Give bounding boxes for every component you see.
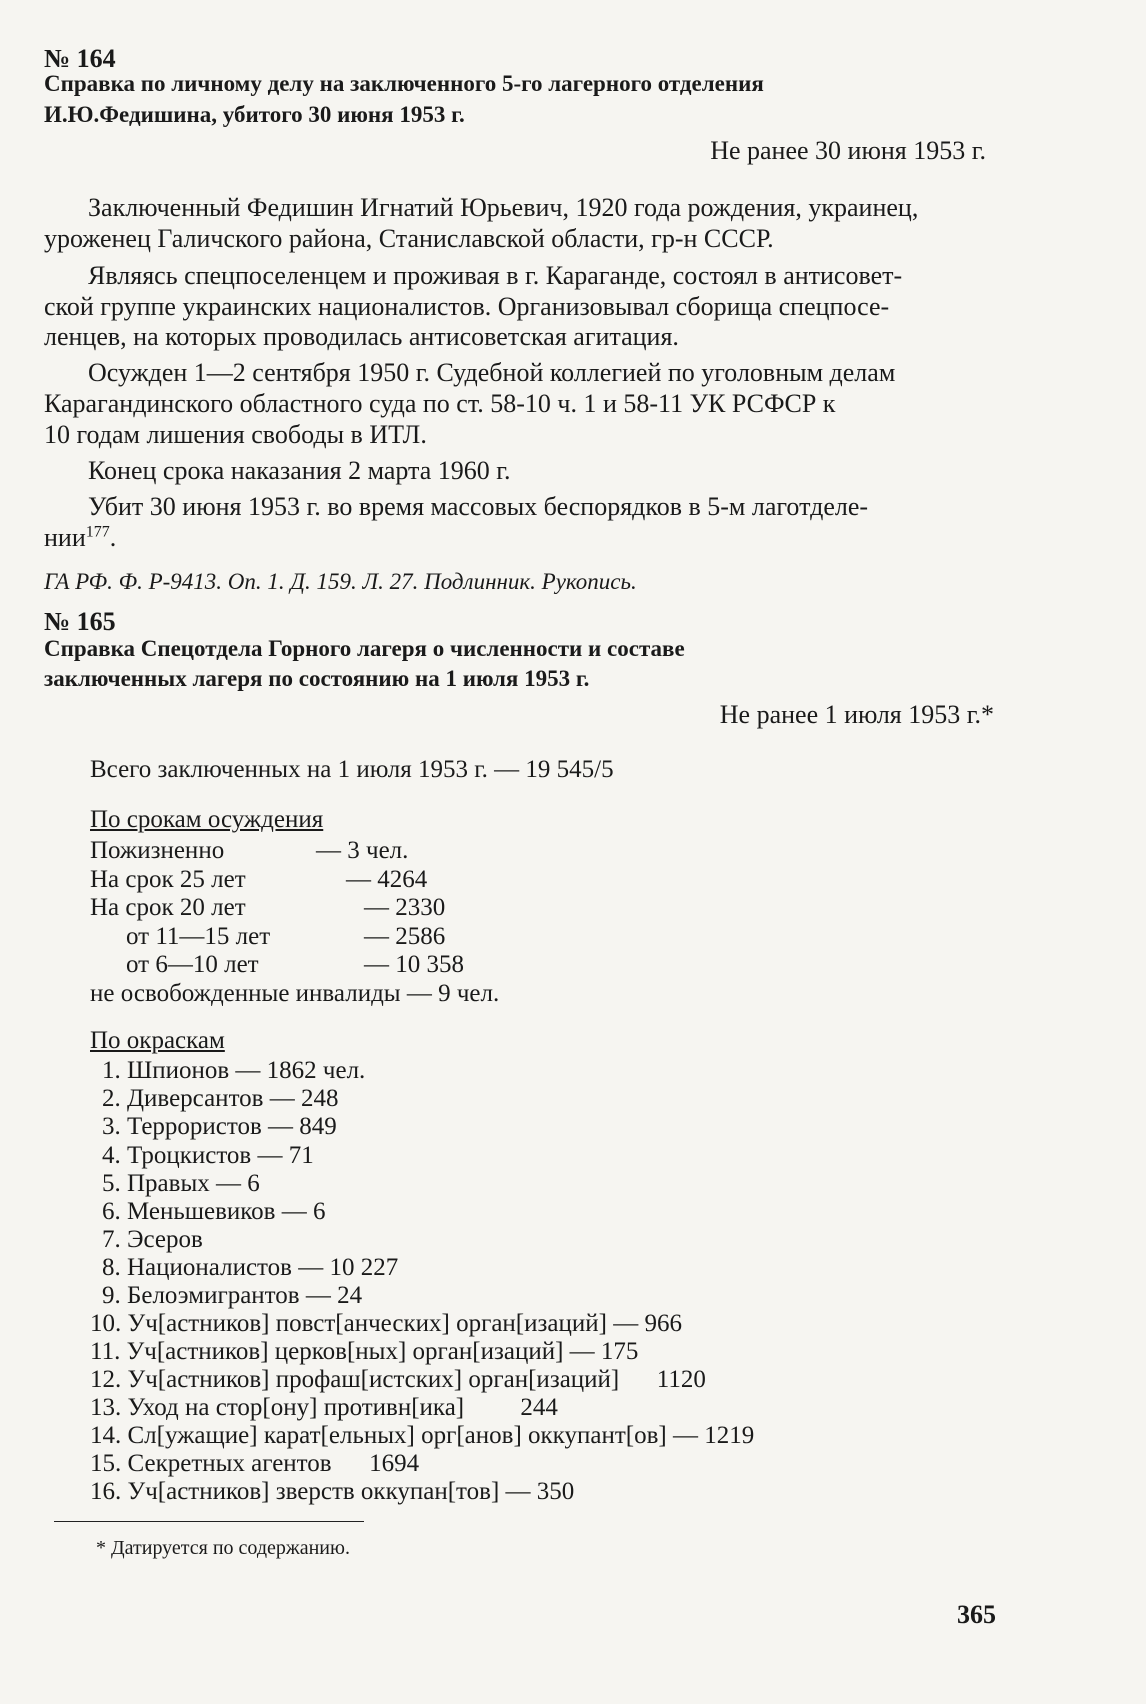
category-4: 4. Троцкистов — 71	[102, 1142, 314, 1169]
category-5: 5. Правых — 6	[102, 1170, 260, 1197]
category-3: 3. Террористов — 849	[102, 1113, 337, 1140]
category-11: 11. Уч[астников] церков[ных] орган[изаций] — 175	[90, 1338, 639, 1365]
doc-164-p1-line1: Заключенный Федишин Игнатий Юрьевич, 1920 года рождения, украинец,	[88, 193, 919, 222]
category-6: 6. Меньшевиков — 6	[102, 1198, 326, 1225]
category-8: 8. Националистов — 10 227	[102, 1254, 399, 1281]
doc-165-title-line1: Справка Спецотдела Горного лагеря о численности и составе	[44, 636, 685, 661]
term-value-0: — 3 чел.	[316, 837, 409, 864]
term-value-2: — 2330	[364, 894, 446, 921]
terms-heading: По срокам осуждения	[90, 806, 324, 833]
category-2: 2. Диверсантов — 248	[102, 1085, 339, 1112]
doc-164-p4: Конец срока наказания 2 марта 1960 г.	[88, 456, 511, 485]
doc-164-p2-line1: Являясь спецпоселенцем и проживая в г. Караганде, состоял в антисовет-	[88, 261, 903, 290]
doc-164-title-line2: И.Ю.Федишина, убитого 30 июня 1953 г.	[44, 102, 465, 127]
doc-164-p3-line3: 10 годам лишения свободы в ИТЛ.	[44, 420, 427, 449]
term-value-3: — 2586	[364, 923, 446, 950]
category-9: 9. Белоэмигрантов — 24	[102, 1282, 363, 1309]
term-label-4: от 6—10 лет	[126, 951, 259, 978]
page-number: 365	[957, 1600, 996, 1629]
doc-164-title-line1: Справка по личному делу на заключенного 5-го лагерного отделения	[44, 71, 764, 96]
category-7: 7. Эсеров	[102, 1226, 203, 1253]
term-label-1: На срок 25 лет	[90, 866, 246, 893]
doc-164-p3-line2: Карагандинского областного суда по ст. 58-10 ч. 1 и 58-11 УК РСФСР к	[44, 389, 836, 418]
term-value-4: — 10 358	[364, 951, 464, 978]
footnote-ref-177: 177	[85, 523, 110, 541]
doc-164-date: Не ранее 30 июня 1953 г.	[710, 136, 986, 165]
category-12: 12. Уч[астников] профаш[истских] орган[изаций] 1120	[90, 1366, 706, 1393]
doc-165-title-line2: заключенных лагеря по состоянию на 1 июля 1953 г.	[44, 666, 590, 691]
doc-164-p5-line1: Убит 30 июня 1953 г. во время массовых беспорядков в 5-м лаготделе-	[88, 492, 869, 521]
doc-164-p5-end: .	[109, 523, 117, 552]
doc-164-p2-line2: ской группе украинских националистов. Организовывал сборища спецпосе-	[44, 292, 890, 321]
term-label-3: от 11—15 лет	[126, 923, 271, 950]
doc-165-number: № 165	[44, 607, 116, 636]
category-15: 15. Секретных агентов 1694	[90, 1450, 420, 1477]
term-label-2: На срок 20 лет	[90, 894, 246, 921]
invalids: не освобожденные инвалиды — 9 чел.	[90, 980, 500, 1007]
doc-164-p3-line1: Осужден 1—2 сентября 1950 г. Судебной коллегией по уголовным делам	[88, 358, 896, 387]
term-value-1: — 4264	[346, 866, 428, 893]
category-1: 1. Шпионов — 1862 чел.	[102, 1057, 366, 1084]
category-13: 13. Уход на стор[ону] противн[ика] 244	[90, 1394, 558, 1421]
doc-165-date: Не ранее 1 июля 1953 г.*	[719, 700, 994, 729]
categories-heading: По окраскам	[90, 1027, 225, 1054]
doc-164-p5-line2-text: нии	[44, 523, 86, 552]
footnote-rule	[54, 1521, 364, 1522]
doc-164-number: № 164	[44, 44, 116, 73]
footnote: * Датируется по содержанию.	[96, 1537, 350, 1559]
doc-164-p5-line2	[44, 523, 116, 553]
doc-165-total: Всего заключенных на 1 июля 1953 г. — 19 545/5	[90, 756, 614, 783]
category-10: 10. Уч[астников] повст[анческих] орган[изаций] — 966	[90, 1310, 682, 1337]
doc-164-p1-line2: уроженец Галичского района, Станиславской области, гр-н СССР.	[44, 224, 774, 253]
term-label-0: Пожизненно	[90, 837, 225, 864]
category-16: 16. Уч[астников] зверств оккупан[тов] — 350	[90, 1478, 575, 1505]
doc-164-p2-line3: ленцев, на которых проводилась антисоветская агитация.	[44, 322, 679, 351]
doc-164-source: ГА РФ. Ф. Р-9413. Оп. 1. Д. 159. Л. 27. Подлинник. Рукопись.	[44, 569, 637, 594]
category-14: 14. Сл[ужащие] карат[ельных] орг[анов] оккупант[ов] — 1219	[90, 1422, 755, 1449]
